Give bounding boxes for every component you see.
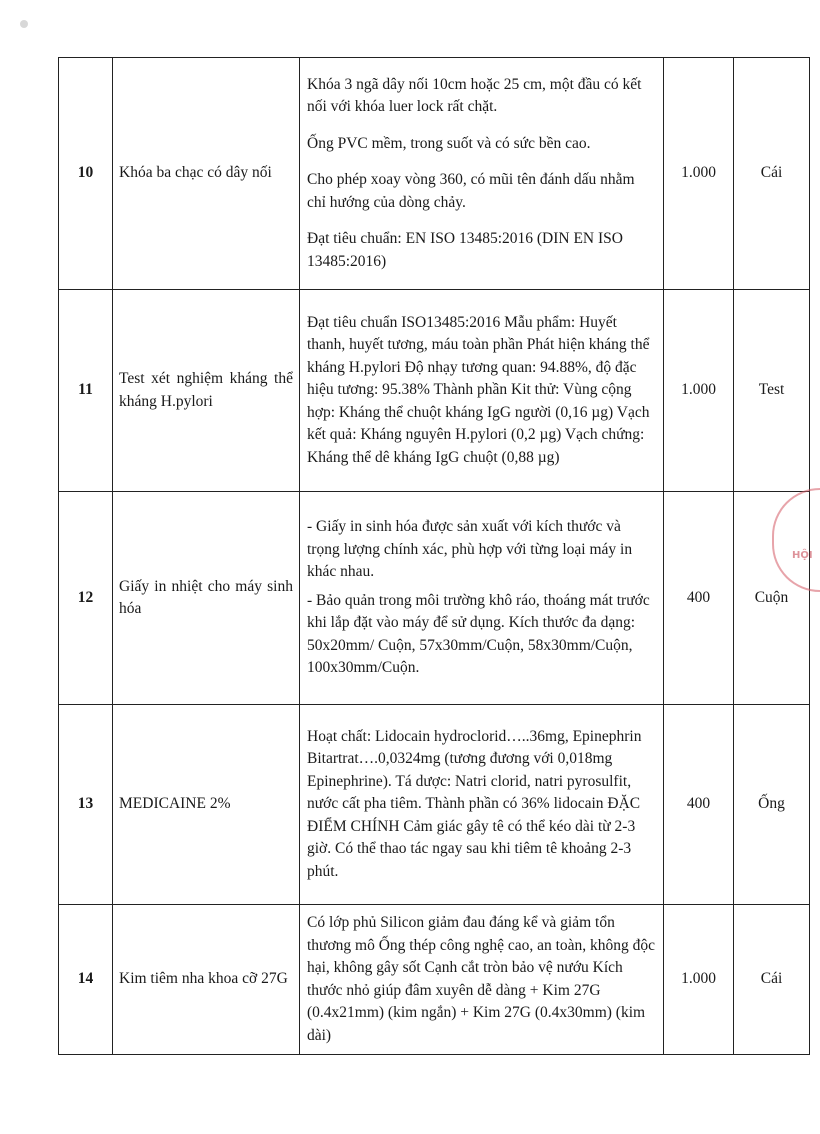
table-row — [59, 290, 810, 492]
item-unit: Cái — [734, 58, 810, 290]
item-unit: Cuộn — [734, 492, 810, 705]
table-row — [59, 905, 810, 1055]
desc-paragraph: Cho phép xoay vòng 360, có mũi tên đánh dấu nhằm chỉ hướng của dòng chảy. — [307, 171, 635, 211]
desc-paragraph: Đạt tiêu chuẩn: EN ISO 13485:2016 (DIN EN ISO 13485:2016) — [307, 230, 623, 270]
item-unit: Cái — [734, 905, 810, 1055]
item-description — [300, 492, 664, 705]
desc-paragraph: Hoạt chất: Lidocain hydroclorid…..36mg, Epinephrin Bitartrat….0,0324mg (tương đương với 0,018mg Epinephrine). Tá dược: Natri clorid, natri pyrosulfit, nước cất pha tiêm. Thành phần có 36% lidocain ĐẶC ĐIỂM CHÍNH Cảm giác gây tê có thể kéo dài từ 2-3 giờ. Có thể thao tác ngay sau khi tiêm tê khoảng 2-3 phút. — [307, 727, 642, 880]
scan-artifact — [20, 20, 28, 28]
desc-paragraph: - Giấy in sinh hóa được sản xuất với kích thước và trọng lượng chính xác, phù hợp với từng loại máy in khác nhau. — [307, 518, 633, 581]
equipment-table — [58, 57, 810, 1055]
stamp-text: HỘI — [792, 550, 813, 561]
item-name: Test xét nghiệm kháng thể kháng H.pylori — [113, 290, 300, 492]
item-unit: Test — [734, 290, 810, 492]
table-row — [59, 705, 810, 905]
row-number: 10 — [59, 58, 113, 290]
item-description — [300, 290, 664, 492]
desc-paragraph: Có lớp phủ Silicon giảm đau đáng kể và giảm tổn thương mô Ống thép công nghệ cao, an toàn, không độc hại, không gây sốt Cạnh cắt tròn bảo vệ nướu Kích thước nhỏ giúp đâm xuyên dễ dàng + Kim 27G (0.4x21mm) (kim ngắn) + Kim 27G (0.4x30mm) (kim dài) — [307, 914, 656, 1044]
row-number: 14 — [59, 905, 113, 1055]
item-quantity: 400 — [664, 492, 734, 705]
item-description — [300, 905, 664, 1055]
desc-paragraph: - Bảo quản trong môi trường khô ráo, thoáng mát trước khi lắp đặt vào máy để sử dụng. Kích thước đa dạng: 50x20mm/ Cuộn, 57x30mm/Cuộn, 58x30mm/Cuộn, 100x30mm/Cuộn. — [307, 591, 650, 677]
item-name: Giấy in nhiệt cho máy sinh hóa — [113, 492, 300, 705]
item-description — [300, 705, 664, 905]
item-description — [300, 58, 664, 290]
item-quantity: 1.000 — [664, 905, 734, 1055]
desc-paragraph: Ống PVC mềm, trong suốt và có sức bền cao. — [307, 134, 591, 152]
item-quantity: 400 — [664, 705, 734, 905]
row-number: 13 — [59, 705, 113, 905]
row-number: 11 — [59, 290, 113, 492]
desc-paragraph: Đạt tiêu chuẩn ISO13485:2016 Mẫu phẩm: Huyết thanh, huyết tương, máu toàn phần Phát hiện kháng thể kháng H.pylori Độ nhạy tương quan: 94.88%, độ đặc hiệu tương: 95.38% Thành phần Kit thử: Vùng cộng hợp: Kháng thể chuột kháng IgG người (0,16 µg) Vạch kết quả: Kháng nguyên H.pylori (0,2 µg) Vạch chứng: Kháng thể dê kháng IgG chuột (0,88 µg) — [307, 313, 650, 466]
item-name: Khóa ba chạc có dây nối — [113, 58, 300, 290]
row-number: 12 — [59, 492, 113, 705]
item-quantity: 1.000 — [664, 290, 734, 492]
item-name: MEDICAINE 2% — [113, 705, 300, 905]
table-row — [59, 492, 810, 705]
desc-paragraph: Khóa 3 ngã dây nối 10cm hoặc 25 cm, một đầu có kết nối với khóa luer lock rất chặt. — [307, 75, 642, 116]
table-row — [59, 58, 810, 290]
item-name: Kim tiêm nha khoa cỡ 27G — [113, 905, 300, 1055]
item-unit: Ống — [734, 705, 810, 905]
item-quantity: 1.000 — [664, 58, 734, 290]
